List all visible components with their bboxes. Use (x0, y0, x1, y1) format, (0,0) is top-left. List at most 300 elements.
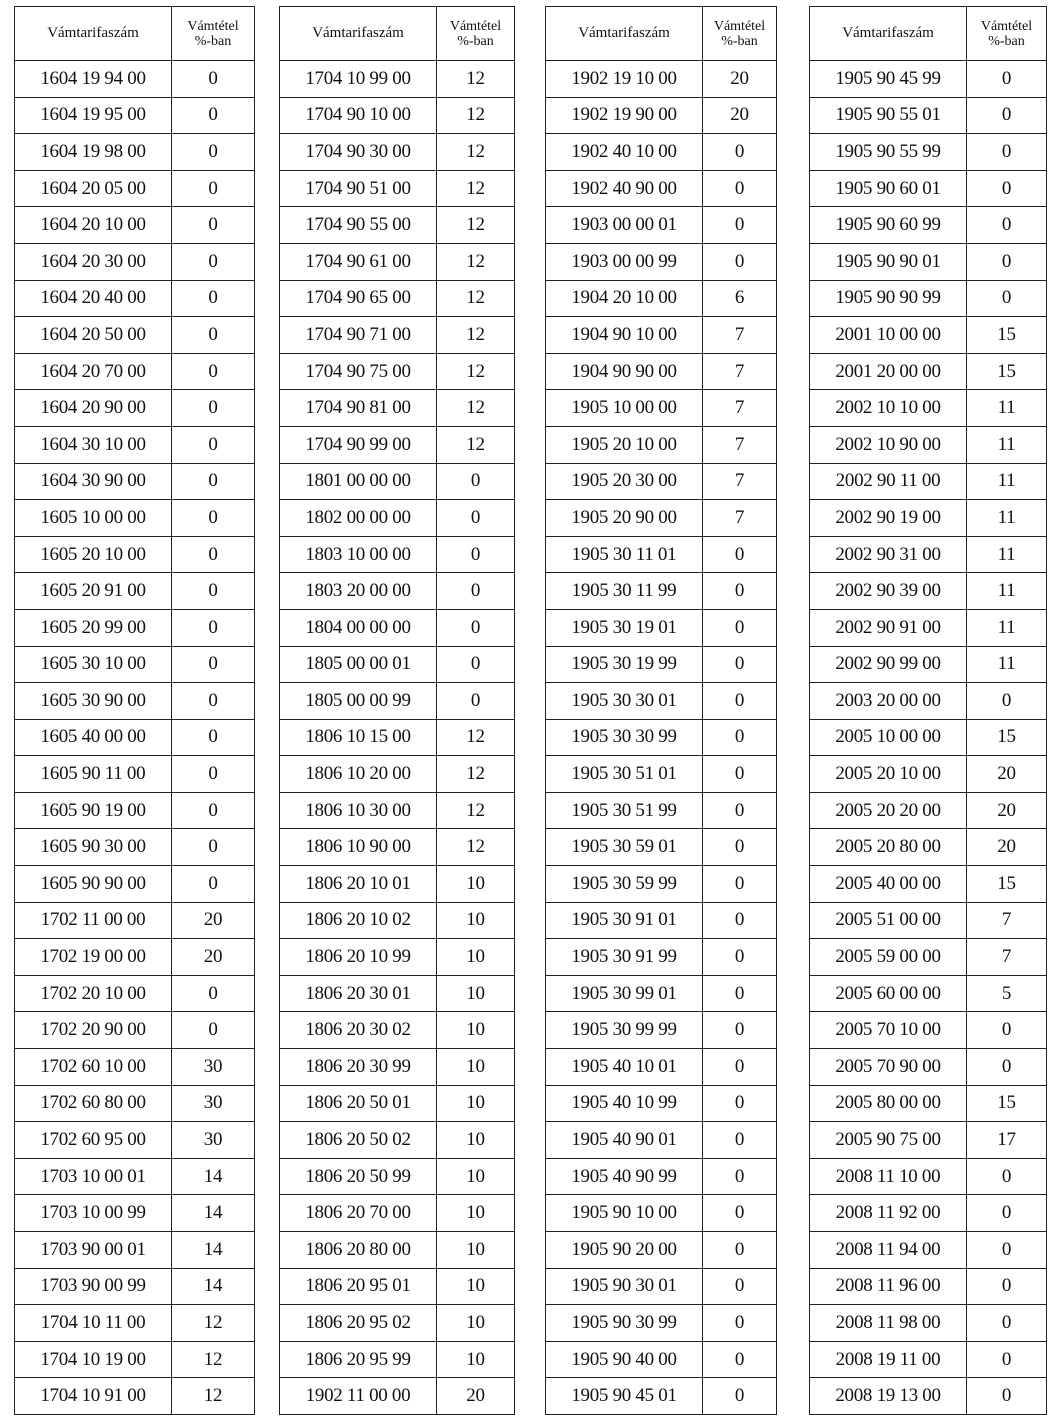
table-row (280, 536, 515, 573)
tariff-number-cell: 1905 20 90 00 (546, 500, 703, 537)
table-row (280, 170, 515, 207)
table-row (15, 683, 255, 720)
duty-rate-cell: 0 (703, 902, 777, 939)
tariff-number-cell: 1905 30 30 99 (546, 719, 703, 756)
table-row (15, 1158, 255, 1195)
tariff-number-cell: 1905 30 19 99 (546, 646, 703, 683)
duty-rate-cell: 10 (437, 1158, 515, 1195)
tariff-number-cell: 1905 90 30 01 (546, 1268, 703, 1305)
table-row (280, 1305, 515, 1342)
duty-rate-cell: 0 (967, 243, 1047, 280)
duty-rate-cell: 0 (172, 500, 255, 537)
duty-rate-cell: 0 (437, 609, 515, 646)
duty-rate-cell: 17 (967, 1122, 1047, 1159)
duty-rate-cell: 0 (172, 243, 255, 280)
duty-rate-cell: 0 (703, 170, 777, 207)
table-row (810, 1195, 1047, 1232)
table-row (546, 683, 777, 720)
tariff-table-4 (809, 6, 1047, 1415)
tariff-number-cell: 1703 90 00 01 (15, 1232, 172, 1269)
tariff-number-cell: 1806 20 70 00 (280, 1195, 437, 1232)
tariff-number-cell: 2005 10 00 00 (810, 719, 967, 756)
table-row (810, 866, 1047, 903)
tariff-number-cell: 2002 90 91 00 (810, 609, 967, 646)
table-body (280, 61, 515, 1415)
table-row (15, 829, 255, 866)
header-tariff-number: Vámtarifaszám (280, 7, 437, 61)
table-row (15, 1085, 255, 1122)
table-row (280, 61, 515, 98)
header-duty-rate-line1: Vámtétel (449, 18, 502, 34)
table-row (810, 719, 1047, 756)
header-duty-rate-line1: Vámtétel (713, 18, 766, 34)
tariff-number-cell: 1806 20 95 99 (280, 1341, 437, 1378)
duty-rate-cell: 15 (967, 719, 1047, 756)
table-row (15, 1049, 255, 1086)
table-row (810, 609, 1047, 646)
duty-rate-cell: 0 (703, 683, 777, 720)
duty-rate-cell: 0 (703, 939, 777, 976)
tariff-number-cell: 1605 90 11 00 (15, 756, 172, 793)
duty-rate-cell: 0 (703, 646, 777, 683)
table-row (280, 207, 515, 244)
table-row (546, 902, 777, 939)
duty-rate-cell: 10 (437, 866, 515, 903)
duty-rate-cell: 0 (172, 426, 255, 463)
table-row (280, 243, 515, 280)
duty-rate-cell: 0 (967, 170, 1047, 207)
tariff-number-cell: 1905 30 51 01 (546, 756, 703, 793)
duty-rate-cell: 20 (437, 1378, 515, 1415)
duty-rate-cell: 15 (967, 1085, 1047, 1122)
duty-rate-cell: 0 (967, 1049, 1047, 1086)
header-tariff-number: Vámtarifaszám (810, 7, 967, 61)
duty-rate-cell: 30 (172, 1122, 255, 1159)
duty-rate-cell: 12 (437, 170, 515, 207)
header-duty-rate (437, 7, 515, 61)
tariff-number-cell: 1806 20 50 02 (280, 1122, 437, 1159)
tariff-number-cell: 1605 40 00 00 (15, 719, 172, 756)
table-row (546, 280, 777, 317)
duty-rate-cell: 12 (437, 207, 515, 244)
tariff-number-cell: 1902 40 10 00 (546, 134, 703, 171)
duty-rate-cell: 0 (172, 756, 255, 793)
table-row (810, 1012, 1047, 1049)
duty-rate-cell: 0 (967, 1158, 1047, 1195)
duty-rate-cell: 14 (172, 1232, 255, 1269)
table-row (280, 280, 515, 317)
duty-rate-cell: 12 (437, 134, 515, 171)
tariff-number-cell: 1806 20 10 02 (280, 902, 437, 939)
tariff-number-cell: 2002 90 11 00 (810, 463, 967, 500)
duty-rate-cell: 15 (967, 317, 1047, 354)
tariff-number-cell: 2008 11 94 00 (810, 1232, 967, 1269)
table-row (280, 1049, 515, 1086)
table-row (810, 463, 1047, 500)
table-body (546, 61, 777, 1415)
tariff-number-cell: 1702 60 10 00 (15, 1049, 172, 1086)
duty-rate-cell: 7 (703, 317, 777, 354)
tariff-table-3 (545, 6, 777, 1415)
duty-rate-cell: 10 (437, 975, 515, 1012)
tariff-number-cell: 1905 30 11 01 (546, 536, 703, 573)
tariff-number-cell: 2003 20 00 00 (810, 683, 967, 720)
duty-rate-cell: 7 (703, 390, 777, 427)
table-row (546, 1158, 777, 1195)
table-row (810, 975, 1047, 1012)
header-duty-rate-line1: Vámtétel (187, 18, 239, 34)
tariff-number-cell: 2005 59 00 00 (810, 939, 967, 976)
tariff-number-cell: 1904 90 90 00 (546, 353, 703, 390)
table-row (810, 1305, 1047, 1342)
table-row (15, 719, 255, 756)
tariff-number-cell: 2008 19 11 00 (810, 1341, 967, 1378)
table-row (546, 1268, 777, 1305)
table-row (280, 1195, 515, 1232)
tariff-number-cell: 2002 90 39 00 (810, 573, 967, 610)
duty-rate-cell: 0 (967, 1305, 1047, 1342)
table-row (810, 1341, 1047, 1378)
table-header-row (810, 7, 1047, 61)
table-row (810, 792, 1047, 829)
duty-rate-cell: 15 (967, 353, 1047, 390)
table-row (546, 1012, 777, 1049)
table-row (810, 97, 1047, 134)
tariff-number-cell: 1905 30 91 01 (546, 902, 703, 939)
table-row (15, 573, 255, 610)
table-body (15, 61, 255, 1415)
table-row (546, 646, 777, 683)
tariff-number-cell: 1806 20 30 99 (280, 1049, 437, 1086)
table-row (280, 500, 515, 537)
tariff-number-cell: 2002 10 90 00 (810, 426, 967, 463)
duty-rate-cell: 11 (967, 463, 1047, 500)
duty-rate-cell: 12 (437, 719, 515, 756)
duty-rate-cell: 0 (703, 975, 777, 1012)
table-row (15, 1305, 255, 1342)
duty-rate-cell: 0 (703, 756, 777, 793)
duty-rate-cell: 0 (172, 463, 255, 500)
tariff-number-cell: 1704 90 51 00 (280, 170, 437, 207)
duty-rate-cell: 11 (967, 573, 1047, 610)
duty-rate-cell: 0 (172, 975, 255, 1012)
table-row (15, 975, 255, 1012)
tariff-number-cell: 2005 20 20 00 (810, 792, 967, 829)
table-row (280, 719, 515, 756)
duty-rate-cell: 14 (172, 1195, 255, 1232)
duty-rate-cell: 12 (437, 317, 515, 354)
table-row (15, 866, 255, 903)
table-row (546, 1378, 777, 1415)
table-header-row (15, 7, 255, 61)
tariff-number-cell: 1604 20 90 00 (15, 390, 172, 427)
tariff-number-cell: 1704 10 91 00 (15, 1378, 172, 1415)
duty-rate-cell: 10 (437, 1049, 515, 1086)
table-row (546, 207, 777, 244)
table-row (15, 463, 255, 500)
table-row (15, 134, 255, 171)
tariff-number-cell: 1605 20 91 00 (15, 573, 172, 610)
table-header-row (280, 7, 515, 61)
duty-rate-cell: 12 (172, 1305, 255, 1342)
tariff-number-cell: 1806 20 50 99 (280, 1158, 437, 1195)
tariff-number-cell: 1905 40 10 99 (546, 1085, 703, 1122)
table-row (810, 1378, 1047, 1415)
tariff-number-cell: 1903 00 00 99 (546, 243, 703, 280)
tariff-number-cell: 1704 90 75 00 (280, 353, 437, 390)
tariff-number-cell: 1702 20 10 00 (15, 975, 172, 1012)
table-row (15, 1268, 255, 1305)
duty-rate-cell: 0 (437, 500, 515, 537)
table-row (15, 170, 255, 207)
duty-rate-cell: 0 (967, 1341, 1047, 1378)
header-duty-rate (172, 7, 255, 61)
tariff-number-cell: 1806 10 15 00 (280, 719, 437, 756)
duty-rate-cell: 0 (437, 573, 515, 610)
table-row (280, 1158, 515, 1195)
table-row (546, 243, 777, 280)
tariff-number-cell: 1604 30 10 00 (15, 426, 172, 463)
table-header-row (546, 7, 777, 61)
duty-rate-cell: 0 (172, 536, 255, 573)
tariff-number-cell: 1604 20 05 00 (15, 170, 172, 207)
table-row (810, 280, 1047, 317)
duty-rate-cell: 0 (172, 207, 255, 244)
tariff-number-cell: 1905 90 90 01 (810, 243, 967, 280)
duty-rate-cell: 0 (703, 1341, 777, 1378)
table-row (546, 61, 777, 98)
duty-rate-cell: 30 (172, 1049, 255, 1086)
tariff-number-cell: 1905 90 55 99 (810, 134, 967, 171)
tariff-number-cell: 1905 30 99 99 (546, 1012, 703, 1049)
tariff-number-cell: 2002 10 10 00 (810, 390, 967, 427)
table-row (280, 134, 515, 171)
duty-rate-cell: 0 (703, 1122, 777, 1159)
tariff-number-cell: 1702 19 00 00 (15, 939, 172, 976)
duty-rate-cell: 0 (172, 390, 255, 427)
duty-rate-cell: 14 (172, 1268, 255, 1305)
duty-rate-cell: 14 (172, 1158, 255, 1195)
tariff-number-cell: 1905 90 10 00 (546, 1195, 703, 1232)
tariff-number-cell: 2008 11 10 00 (810, 1158, 967, 1195)
table-row (810, 390, 1047, 427)
tariff-number-cell: 1902 11 00 00 (280, 1378, 437, 1415)
duty-rate-cell: 10 (437, 1268, 515, 1305)
tariff-number-cell: 1605 30 90 00 (15, 683, 172, 720)
tariff-number-cell: 1804 00 00 00 (280, 609, 437, 646)
table-row (280, 1341, 515, 1378)
tariff-number-cell: 1905 20 10 00 (546, 426, 703, 463)
tariff-number-cell: 1605 30 10 00 (15, 646, 172, 683)
table-row (280, 1012, 515, 1049)
duty-rate-cell: 0 (172, 317, 255, 354)
table-row (280, 353, 515, 390)
tariff-number-cell: 1904 20 10 00 (546, 280, 703, 317)
duty-rate-cell: 10 (437, 1085, 515, 1122)
tariff-number-cell: 1604 20 40 00 (15, 280, 172, 317)
table-row (280, 975, 515, 1012)
table-row (15, 902, 255, 939)
duty-rate-cell: 0 (172, 829, 255, 866)
duty-rate-cell: 12 (437, 97, 515, 134)
tariff-number-cell: 1704 90 99 00 (280, 426, 437, 463)
duty-rate-cell: 12 (437, 280, 515, 317)
duty-rate-cell: 0 (703, 536, 777, 573)
duty-rate-cell: 0 (172, 646, 255, 683)
duty-rate-cell: 0 (967, 683, 1047, 720)
duty-rate-cell: 10 (437, 1341, 515, 1378)
tariff-number-cell: 2001 10 00 00 (810, 317, 967, 354)
duty-rate-cell: 0 (172, 1012, 255, 1049)
duty-rate-cell: 0 (437, 646, 515, 683)
duty-rate-cell: 7 (967, 902, 1047, 939)
duty-rate-cell: 12 (437, 243, 515, 280)
tariff-number-cell: 1905 90 45 01 (546, 1378, 703, 1415)
tariff-number-cell: 2005 70 10 00 (810, 1012, 967, 1049)
table-row (546, 939, 777, 976)
header-duty-rate-line2: %-ban (721, 33, 758, 49)
table-row (546, 426, 777, 463)
duty-rate-cell: 0 (172, 280, 255, 317)
tariff-number-cell: 1702 60 95 00 (15, 1122, 172, 1159)
tariff-number-cell: 1806 10 20 00 (280, 756, 437, 793)
tariff-number-cell: 2008 19 13 00 (810, 1378, 967, 1415)
tariff-number-cell: 1802 00 00 00 (280, 500, 437, 537)
duty-rate-cell: 0 (172, 609, 255, 646)
duty-rate-cell: 10 (437, 1195, 515, 1232)
table-row (280, 1378, 515, 1415)
table-row (546, 1122, 777, 1159)
duty-rate-cell: 0 (703, 719, 777, 756)
duty-rate-cell: 0 (172, 170, 255, 207)
duty-rate-cell: 30 (172, 1085, 255, 1122)
duty-rate-cell: 0 (703, 1195, 777, 1232)
duty-rate-cell: 0 (703, 609, 777, 646)
header-duty-rate-line2: %-ban (194, 33, 232, 49)
table-row (15, 243, 255, 280)
duty-rate-cell: 0 (703, 1268, 777, 1305)
tariff-number-cell: 1704 90 65 00 (280, 280, 437, 317)
tariff-number-cell: 2005 20 80 00 (810, 829, 967, 866)
table-row (810, 1085, 1047, 1122)
tariff-number-cell: 1905 30 19 01 (546, 609, 703, 646)
duty-rate-cell: 20 (172, 902, 255, 939)
tariff-number-cell: 1704 10 99 00 (280, 61, 437, 98)
table-row (15, 280, 255, 317)
duty-rate-cell: 0 (172, 719, 255, 756)
duty-rate-cell: 0 (967, 280, 1047, 317)
table-row (546, 170, 777, 207)
table-row (546, 500, 777, 537)
table-row (15, 1012, 255, 1049)
tariff-number-cell: 1702 20 90 00 (15, 1012, 172, 1049)
tariff-number-cell: 1604 20 10 00 (15, 207, 172, 244)
duty-rate-cell: 12 (437, 426, 515, 463)
table-row (15, 353, 255, 390)
duty-rate-cell: 0 (172, 134, 255, 171)
duty-rate-cell: 0 (967, 134, 1047, 171)
tariff-number-cell: 1704 90 71 00 (280, 317, 437, 354)
header-tariff-number: Vámtarifaszám (15, 7, 172, 61)
tariff-number-cell: 1905 90 60 99 (810, 207, 967, 244)
tariff-number-cell: 1604 19 98 00 (15, 134, 172, 171)
table-row (546, 1049, 777, 1086)
table-row (546, 97, 777, 134)
duty-rate-cell: 0 (172, 866, 255, 903)
table-row (810, 426, 1047, 463)
tariff-number-cell: 1806 20 50 01 (280, 1085, 437, 1122)
header-duty-rate-line1: Vámtétel (980, 18, 1033, 34)
tariff-number-cell: 2002 90 99 00 (810, 646, 967, 683)
duty-rate-cell: 0 (703, 792, 777, 829)
table-row (810, 646, 1047, 683)
table-row (546, 463, 777, 500)
tariff-number-cell: 1905 40 90 99 (546, 1158, 703, 1195)
tariff-number-cell: 1905 90 40 00 (546, 1341, 703, 1378)
table-row (546, 792, 777, 829)
table-row (15, 1232, 255, 1269)
tariff-number-cell: 1803 10 00 00 (280, 536, 437, 573)
tariff-number-cell: 1704 10 11 00 (15, 1305, 172, 1342)
tariff-number-cell: 1703 10 00 01 (15, 1158, 172, 1195)
table-row (15, 1195, 255, 1232)
tariff-number-cell: 2005 80 00 00 (810, 1085, 967, 1122)
duty-rate-cell: 20 (967, 792, 1047, 829)
header-duty-rate (703, 7, 777, 61)
tariff-number-cell: 1806 20 95 02 (280, 1305, 437, 1342)
table-row (15, 1122, 255, 1159)
duty-rate-cell: 0 (172, 61, 255, 98)
table-row (810, 134, 1047, 171)
table-row (280, 829, 515, 866)
duty-rate-cell: 0 (172, 683, 255, 720)
table-row (280, 1085, 515, 1122)
header-duty-rate (967, 7, 1047, 61)
tariff-number-cell: 1806 20 80 00 (280, 1232, 437, 1269)
table-row (280, 1232, 515, 1269)
tariff-number-cell: 1704 90 81 00 (280, 390, 437, 427)
duty-rate-cell: 10 (437, 1232, 515, 1269)
tariff-number-cell: 1905 90 20 00 (546, 1232, 703, 1269)
duty-rate-cell: 0 (967, 1012, 1047, 1049)
duty-rate-cell: 11 (967, 646, 1047, 683)
tariff-number-cell: 1604 19 94 00 (15, 61, 172, 98)
duty-rate-cell: 0 (967, 1378, 1047, 1415)
tariff-number-cell: 1902 19 10 00 (546, 61, 703, 98)
duty-rate-cell: 12 (437, 829, 515, 866)
table-row (810, 243, 1047, 280)
table-row (546, 719, 777, 756)
tariff-number-cell: 2005 70 90 00 (810, 1049, 967, 1086)
tariff-number-cell: 1702 11 00 00 (15, 902, 172, 939)
table-row (280, 463, 515, 500)
header-duty-rate-line2: %-ban (988, 33, 1025, 49)
table-row (280, 646, 515, 683)
tariff-number-cell: 1905 90 60 01 (810, 170, 967, 207)
table-row (546, 573, 777, 610)
duty-rate-cell: 20 (967, 829, 1047, 866)
tariff-number-cell: 1806 20 10 99 (280, 939, 437, 976)
table-row (810, 573, 1047, 610)
duty-rate-cell: 0 (172, 353, 255, 390)
duty-rate-cell: 0 (703, 1232, 777, 1269)
tariff-number-cell: 1905 30 59 99 (546, 866, 703, 903)
table-row (15, 792, 255, 829)
table-row (280, 390, 515, 427)
tariff-number-cell: 1801 00 00 00 (280, 463, 437, 500)
table-row (810, 756, 1047, 793)
tariff-number-cell: 1604 20 50 00 (15, 317, 172, 354)
